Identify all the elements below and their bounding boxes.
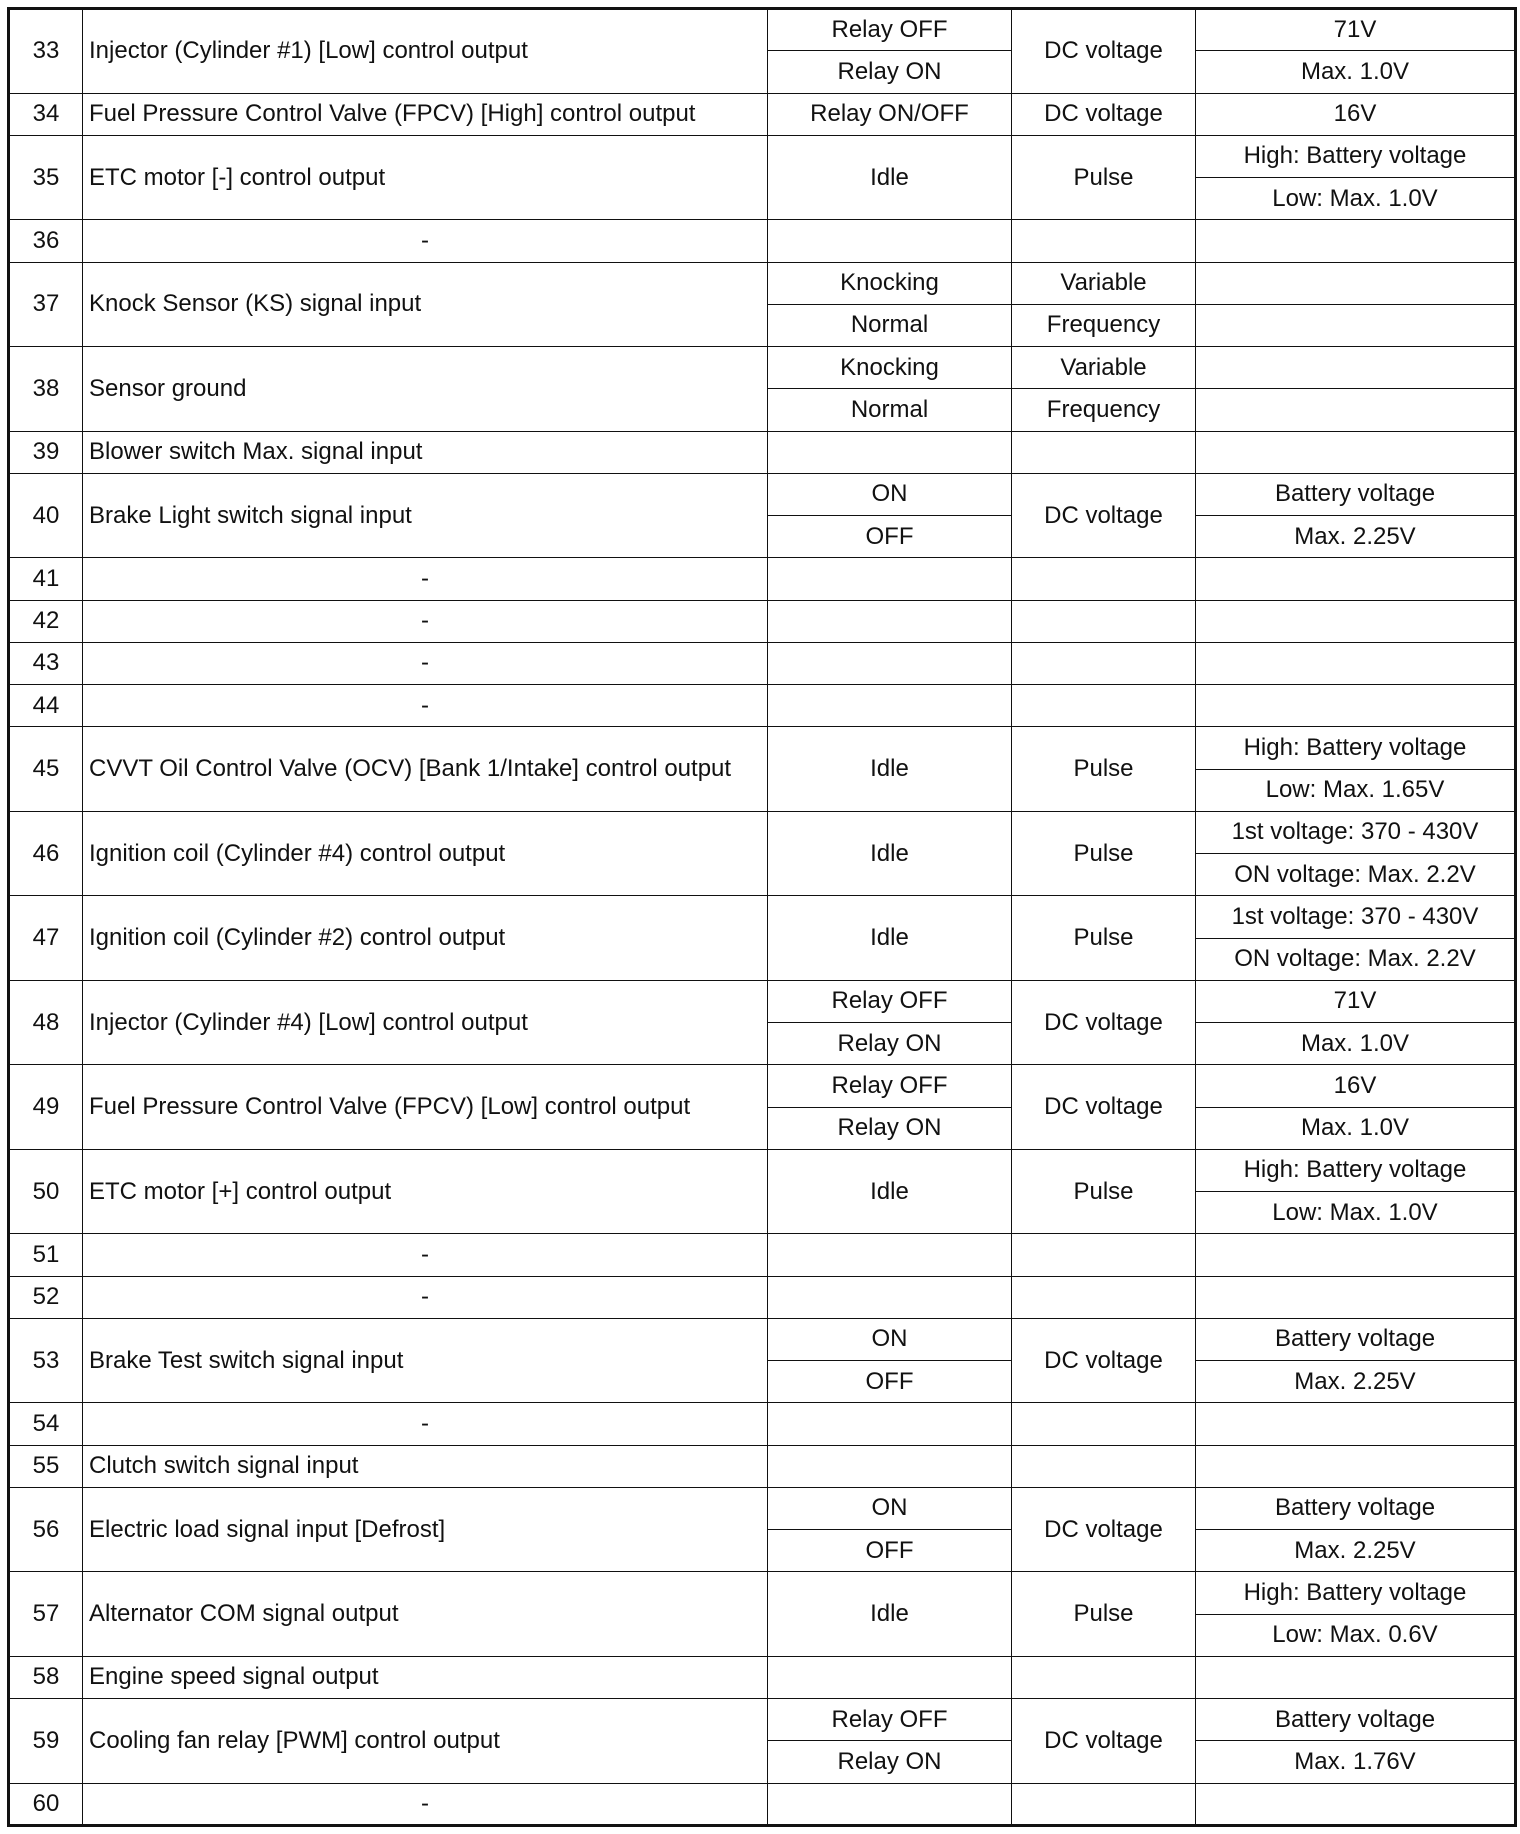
signal-type-cell: Frequency	[1012, 304, 1196, 346]
pin-number: 50	[9, 1149, 83, 1234]
specification-cell: 16V	[1196, 93, 1516, 135]
condition-cell: Idle	[768, 1149, 1012, 1234]
specification-cell: Battery voltage	[1196, 473, 1516, 515]
condition-cell	[768, 1656, 1012, 1698]
signal-type-cell	[1012, 558, 1196, 600]
signal-type-cell: DC voltage	[1012, 93, 1196, 135]
condition-cell	[768, 1276, 1012, 1318]
signal-type-cell	[1012, 642, 1196, 684]
pin-spec-body	[9, 9, 1516, 1826]
table-row	[9, 347, 1516, 389]
condition-cell	[768, 600, 1012, 642]
pin-description: -	[83, 558, 768, 600]
pin-description: Fuel Pressure Control Valve (FPCV) [Low] control output	[83, 1065, 768, 1150]
specification-cell	[1196, 389, 1516, 431]
pin-number: 46	[9, 811, 83, 896]
specification-cell	[1196, 262, 1516, 304]
pin-number: 60	[9, 1783, 83, 1826]
condition-cell	[768, 558, 1012, 600]
pin-description: -	[83, 685, 768, 727]
table-row	[9, 220, 1516, 262]
specification-cell: Max. 1.76V	[1196, 1741, 1516, 1783]
signal-type-cell	[1012, 1276, 1196, 1318]
pin-number: 42	[9, 600, 83, 642]
table-row	[9, 1699, 1516, 1741]
condition-cell: Idle	[768, 1572, 1012, 1657]
condition-cell: Idle	[768, 811, 1012, 896]
signal-type-cell: Pulse	[1012, 135, 1196, 220]
pin-description: Knock Sensor (KS) signal input	[83, 262, 768, 347]
pin-number: 56	[9, 1487, 83, 1572]
specification-cell: High: Battery voltage	[1196, 135, 1516, 177]
specification-cell: High: Battery voltage	[1196, 727, 1516, 769]
pin-description: -	[83, 1276, 768, 1318]
condition-cell: Knocking	[768, 262, 1012, 304]
condition-cell: Relay ON	[768, 1741, 1012, 1783]
pin-spec-table	[7, 7, 1517, 1827]
condition-cell	[768, 685, 1012, 727]
signal-type-cell	[1012, 1656, 1196, 1698]
table-row	[9, 1445, 1516, 1487]
table-row	[9, 980, 1516, 1022]
specification-cell: High: Battery voltage	[1196, 1572, 1516, 1614]
specification-cell	[1196, 1403, 1516, 1445]
condition-cell: Relay OFF	[768, 9, 1012, 51]
condition-cell: Normal	[768, 389, 1012, 431]
signal-type-cell: Pulse	[1012, 727, 1196, 812]
table-row	[9, 1149, 1516, 1191]
specification-cell	[1196, 558, 1516, 600]
specification-cell	[1196, 1783, 1516, 1826]
specification-cell: Max. 2.25V	[1196, 516, 1516, 558]
table-row	[9, 811, 1516, 853]
table-row	[9, 93, 1516, 135]
pin-number: 35	[9, 135, 83, 220]
table-row	[9, 642, 1516, 684]
specification-cell: 71V	[1196, 980, 1516, 1022]
condition-cell	[768, 1403, 1012, 1445]
condition-cell	[768, 642, 1012, 684]
pin-description: Engine speed signal output	[83, 1656, 768, 1698]
specification-cell: Low: Max. 0.6V	[1196, 1614, 1516, 1656]
pin-description: Ignition coil (Cylinder #4) control output	[83, 811, 768, 896]
specification-cell	[1196, 1276, 1516, 1318]
pin-description: -	[83, 1234, 768, 1276]
signal-type-cell: Pulse	[1012, 896, 1196, 981]
condition-cell	[768, 220, 1012, 262]
table-row	[9, 600, 1516, 642]
specification-cell: Battery voltage	[1196, 1318, 1516, 1360]
specification-cell	[1196, 685, 1516, 727]
pin-description: Blower switch Max. signal input	[83, 431, 768, 473]
specification-cell	[1196, 642, 1516, 684]
pin-description: Injector (Cylinder #1) [Low] control output	[83, 9, 768, 94]
condition-cell: Relay ON	[768, 1107, 1012, 1149]
condition-cell: Relay ON	[768, 51, 1012, 93]
specification-cell	[1196, 1445, 1516, 1487]
condition-cell: ON	[768, 1487, 1012, 1529]
specification-cell: Battery voltage	[1196, 1487, 1516, 1529]
pin-number: 44	[9, 685, 83, 727]
pin-description: Clutch switch signal input	[83, 1445, 768, 1487]
table-row	[9, 1572, 1516, 1614]
specification-cell	[1196, 600, 1516, 642]
signal-type-cell	[1012, 1783, 1196, 1826]
signal-type-cell: DC voltage	[1012, 473, 1196, 558]
pin-description: -	[83, 1403, 768, 1445]
specification-cell: Max. 2.25V	[1196, 1361, 1516, 1403]
signal-type-cell: Pulse	[1012, 1572, 1196, 1657]
pin-number: 53	[9, 1318, 83, 1403]
signal-type-cell: DC voltage	[1012, 1699, 1196, 1784]
pin-description: Brake Light switch signal input	[83, 473, 768, 558]
pin-number: 48	[9, 980, 83, 1065]
pin-description: ETC motor [+] control output	[83, 1149, 768, 1234]
pin-description: Sensor ground	[83, 347, 768, 432]
pin-number: 58	[9, 1656, 83, 1698]
specification-cell: Low: Max. 1.65V	[1196, 769, 1516, 811]
table-row	[9, 9, 1516, 51]
specification-cell: Battery voltage	[1196, 1699, 1516, 1741]
signal-type-cell	[1012, 431, 1196, 473]
pin-description: CVVT Oil Control Valve (OCV) [Bank 1/Intake] control output	[83, 727, 768, 812]
pin-number: 52	[9, 1276, 83, 1318]
specification-cell: 71V	[1196, 9, 1516, 51]
specification-cell: 1st voltage: 370 - 430V	[1196, 896, 1516, 938]
specification-cell: Low: Max. 1.0V	[1196, 178, 1516, 220]
pin-description: Alternator COM signal output	[83, 1572, 768, 1657]
table-row	[9, 1065, 1516, 1107]
condition-cell: Relay ON/OFF	[768, 93, 1012, 135]
pin-number: 45	[9, 727, 83, 812]
condition-cell: Relay ON	[768, 1023, 1012, 1065]
pin-number: 33	[9, 9, 83, 94]
pin-number: 37	[9, 262, 83, 347]
condition-cell: Idle	[768, 896, 1012, 981]
signal-type-cell	[1012, 220, 1196, 262]
pin-description: -	[83, 600, 768, 642]
table-row	[9, 135, 1516, 177]
table-row	[9, 1276, 1516, 1318]
condition-cell: OFF	[768, 516, 1012, 558]
pin-number: 55	[9, 1445, 83, 1487]
table-row	[9, 558, 1516, 600]
signal-type-cell: Variable	[1012, 347, 1196, 389]
signal-type-cell: DC voltage	[1012, 9, 1196, 94]
pin-description: Ignition coil (Cylinder #2) control output	[83, 896, 768, 981]
specification-cell	[1196, 304, 1516, 346]
specification-cell	[1196, 1234, 1516, 1276]
condition-cell: Relay OFF	[768, 980, 1012, 1022]
pin-number: 41	[9, 558, 83, 600]
pin-number: 39	[9, 431, 83, 473]
condition-cell: Relay OFF	[768, 1065, 1012, 1107]
condition-cell	[768, 1445, 1012, 1487]
table-row	[9, 1656, 1516, 1698]
pin-number: 47	[9, 896, 83, 981]
pin-number: 34	[9, 93, 83, 135]
condition-cell: Idle	[768, 727, 1012, 812]
specification-cell: 1st voltage: 370 - 430V	[1196, 811, 1516, 853]
table-row	[9, 473, 1516, 515]
table-row	[9, 727, 1516, 769]
pin-description: Cooling fan relay [PWM] control output	[83, 1699, 768, 1784]
signal-type-cell: DC voltage	[1012, 1065, 1196, 1150]
pin-description: Brake Test switch signal input	[83, 1318, 768, 1403]
condition-cell: Normal	[768, 304, 1012, 346]
pin-number: 54	[9, 1403, 83, 1445]
specification-cell: Max. 1.0V	[1196, 1107, 1516, 1149]
signal-type-cell: DC voltage	[1012, 1318, 1196, 1403]
pin-number: 59	[9, 1699, 83, 1784]
specification-cell	[1196, 1656, 1516, 1698]
specification-cell: Max. 1.0V	[1196, 51, 1516, 93]
specification-cell: ON voltage: Max. 2.2V	[1196, 854, 1516, 896]
pin-number: 40	[9, 473, 83, 558]
table-row	[9, 685, 1516, 727]
signal-type-cell: DC voltage	[1012, 1487, 1196, 1572]
specification-cell	[1196, 431, 1516, 473]
signal-type-cell	[1012, 1445, 1196, 1487]
pin-description: Fuel Pressure Control Valve (FPCV) [High] control output	[83, 93, 768, 135]
table-row	[9, 431, 1516, 473]
pin-description: Injector (Cylinder #4) [Low] control output	[83, 980, 768, 1065]
condition-cell	[768, 431, 1012, 473]
table-row	[9, 1318, 1516, 1360]
pin-number: 43	[9, 642, 83, 684]
signal-type-cell	[1012, 1234, 1196, 1276]
signal-type-cell: DC voltage	[1012, 980, 1196, 1065]
pin-number: 57	[9, 1572, 83, 1657]
signal-type-cell: Frequency	[1012, 389, 1196, 431]
condition-cell: ON	[768, 1318, 1012, 1360]
specification-cell: 16V	[1196, 1065, 1516, 1107]
specification-cell: ON voltage: Max. 2.2V	[1196, 938, 1516, 980]
condition-cell	[768, 1783, 1012, 1826]
condition-cell: OFF	[768, 1530, 1012, 1572]
signal-type-cell: Pulse	[1012, 1149, 1196, 1234]
specification-cell: High: Battery voltage	[1196, 1149, 1516, 1191]
specification-cell: Max. 1.0V	[1196, 1023, 1516, 1065]
pin-number: 36	[9, 220, 83, 262]
pin-number: 38	[9, 347, 83, 432]
specification-cell	[1196, 220, 1516, 262]
specification-cell	[1196, 347, 1516, 389]
condition-cell	[768, 1234, 1012, 1276]
table-row	[9, 262, 1516, 304]
condition-cell: OFF	[768, 1361, 1012, 1403]
pin-number: 49	[9, 1065, 83, 1150]
pin-number: 51	[9, 1234, 83, 1276]
table-row	[9, 1783, 1516, 1826]
table-row	[9, 1234, 1516, 1276]
table-row	[9, 1403, 1516, 1445]
signal-type-cell: Pulse	[1012, 811, 1196, 896]
specification-cell: Low: Max. 1.0V	[1196, 1192, 1516, 1234]
table-row	[9, 1487, 1516, 1529]
signal-type-cell	[1012, 1403, 1196, 1445]
condition-cell: ON	[768, 473, 1012, 515]
condition-cell: Knocking	[768, 347, 1012, 389]
signal-type-cell	[1012, 600, 1196, 642]
pin-description: -	[83, 642, 768, 684]
pin-description: -	[83, 220, 768, 262]
condition-cell: Idle	[768, 135, 1012, 220]
table-row	[9, 896, 1516, 938]
pin-description: -	[83, 1783, 768, 1826]
pin-description: Electric load signal input [Defrost]	[83, 1487, 768, 1572]
signal-type-cell	[1012, 685, 1196, 727]
specification-cell: Max. 2.25V	[1196, 1530, 1516, 1572]
pin-description: ETC motor [-] control output	[83, 135, 768, 220]
condition-cell: Relay OFF	[768, 1699, 1012, 1741]
signal-type-cell: Variable	[1012, 262, 1196, 304]
